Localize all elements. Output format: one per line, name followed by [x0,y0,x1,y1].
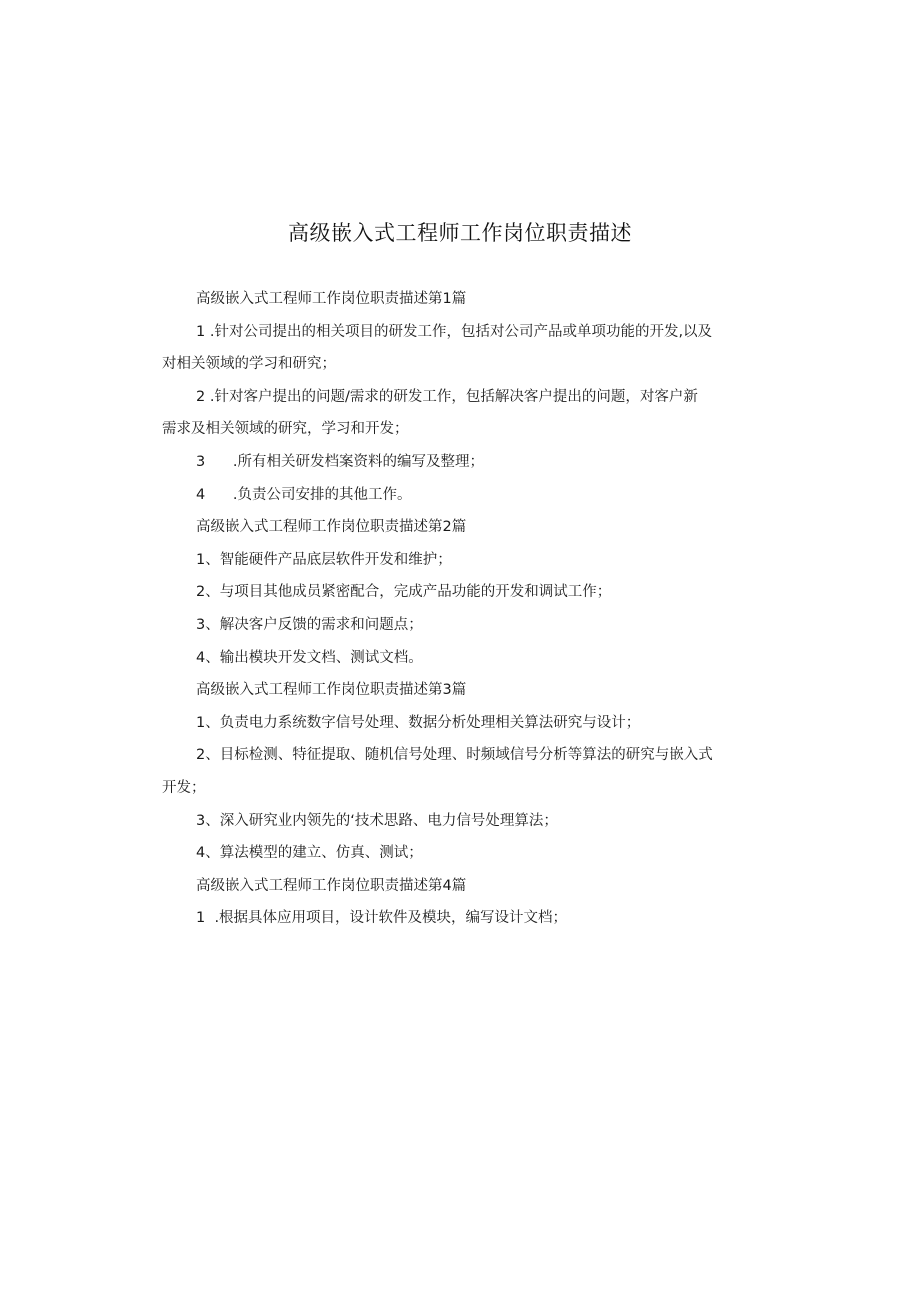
paragraph-line: 1 .根据具体应用项目，设计软件及模块，编写设计文档； [196,910,568,927]
paragraph-line: 2、目标检测、特征提取、随机信号处理、时频域信号分析等算法的研究与嵌入式 [196,747,713,764]
document-title: 高级嵌入式工程师工作岗位职责描述 [288,221,632,245]
paragraph-line: 2 .针对客户提出的问题/需求的研发工作，包括解决客户提出的问题，对客户新 [196,388,698,405]
paragraph-line: 对相关领域的学习和研究； [162,356,336,373]
paragraph-line: 需求及相关领域的研究，学习和开发； [162,421,409,438]
section-heading-1: 高级嵌入式工程师工作岗位职责描述第1篇 [196,291,467,307]
paragraph-line: 4、输出模块开发文档、测试文档。 [196,649,423,666]
paragraph-line: 3、深入研究业内领先的‘技术思路、电力信号处理算法； [196,812,558,829]
section-heading-4: 高级嵌入式工程师工作岗位职责描述第4篇 [196,877,467,894]
paragraph-line: 2、与项目其他成员紧密配合，完成产品功能的开发和调试工作； [196,584,612,601]
paragraph-line: 1、负责电力系统数字信号处理、数据分析处理相关算法研究与设计； [196,714,641,731]
paragraph-line: 3 .所有相关研发档案资料的编写及整理； [196,453,484,470]
paragraph-line: 1 .针对公司提出的相关项目的研发工作，包括对公司产品或单项功能的开发,以及 [196,323,713,340]
paragraph-line: 4、算法模型的建立、仿真、测试； [196,845,423,862]
section-heading-2: 高级嵌入式工程师工作岗位职责描述第2篇 [196,519,467,536]
paragraph-line: 4 .负责公司安排的其他工作。 [196,486,412,503]
section-heading-3: 高级嵌入式工程师工作岗位职责描述第3篇 [196,682,467,699]
paragraph-line: 1、智能硬件产品底层软件开发和维护； [196,551,452,568]
document-body [162,283,762,935]
paragraph-line: 3、解决客户反馈的需求和问题点； [196,616,423,633]
paragraph-line: 开发； [162,779,206,796]
